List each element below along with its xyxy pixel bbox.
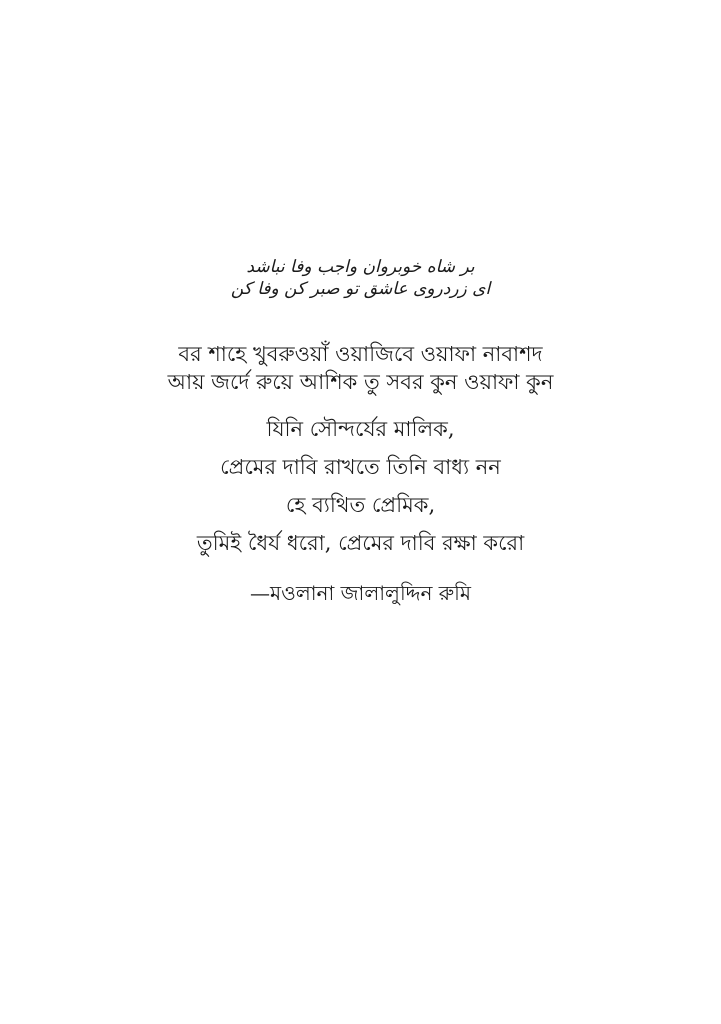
translation xyxy=(0,410,721,562)
translation-line-1: যিনি সৌন্দর্যের মালিক, xyxy=(266,417,455,441)
persian-verse-line-1: بر شاه خوبروان واجب وفا نباشد xyxy=(246,257,475,277)
persian-verse-line-2: ای زردروی عاشق تو صبر کن وفا کن xyxy=(230,279,491,299)
translation-line-3: হে ব্যথিত প্রেমিক, xyxy=(285,493,436,517)
translation-line-2: প্রেমের দাবি রাখতে তিনি বাধ্য নন xyxy=(220,455,501,479)
persian-verse xyxy=(0,256,721,300)
attribution-line: —মওলানা জালালুদ্দিন রুমি xyxy=(250,581,471,605)
transliteration-line-1: বর শাহে খুবরুওয়াঁ ওয়াজিবে ওয়াফা নাবাশদ xyxy=(178,342,543,366)
translation-line-4: তুমিই ধৈর্য ধরো, প্রেমের দাবি রক্ষা করো xyxy=(196,531,525,555)
transliteration xyxy=(0,340,721,396)
transliteration-line-2: আয় জর্দে রুয়ে আশিক তু সবর কুন ওয়াফা কুন xyxy=(167,370,554,394)
attribution xyxy=(0,579,721,607)
